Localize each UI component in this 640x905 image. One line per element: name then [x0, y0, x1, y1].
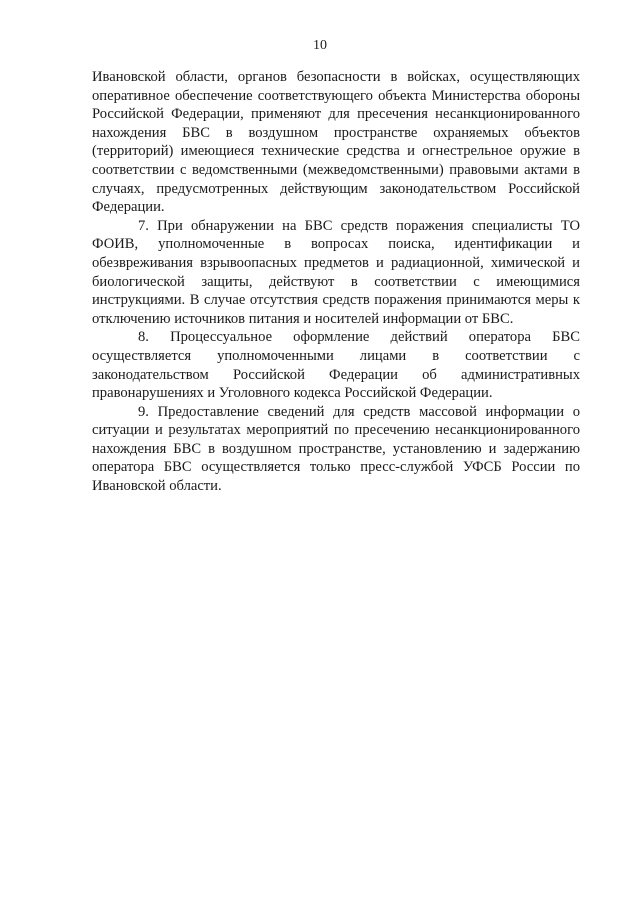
paragraph-continuation: Ивановской области, органов безопасности в войсках, осуществляющих оперативное обеспечение соответствующего объекта Министерства обороны Российской Федерации, применяют для пресечения несанкционированного нахождения БВС в воздушном пространстве охраняемых объектов (территорий) имеющиеся технические средства и огнестрельное оружие в соответствии с ведомственными (межведомственными) правовыми актами в случаях, предусмотренных действующим законодательством Российской Федерации.: [92, 69, 580, 216]
paragraph-7: 7. При обнаружении на БВС средств поражения специалисты ТО ФОИВ, уполномоченные в вопросах поиска, идентификации и обезвреживания взрывоопасных предметов и радиационной, химической и биологической защиты, действуют в соответствии с имеющимися инструкциями. В случае отсутствия средств поражения принимаются меры к отключению источников питания и носителей информации от БВС.: [92, 217, 580, 327]
paragraph-9: 9. Предоставление сведений для средств массовой информации о ситуации и результатах мероприятий по пресечению несанкционированного нахождения БВС в воздушном пространстве, установлению и задержанию оператора БВС осуществляется только пресс-службой УФСБ России по Ивановской области.: [92, 403, 580, 495]
document-body: [92, 68, 580, 496]
paragraph-8: 8. Процессуальное оформление действий оператора БВС осуществляется уполномоченными лицами в соответствии с законодательством Российской Федерации об административных правонарушениях и Уголовного кодекса Российской Федерации.: [92, 329, 580, 402]
page-number: 10: [313, 38, 327, 53]
